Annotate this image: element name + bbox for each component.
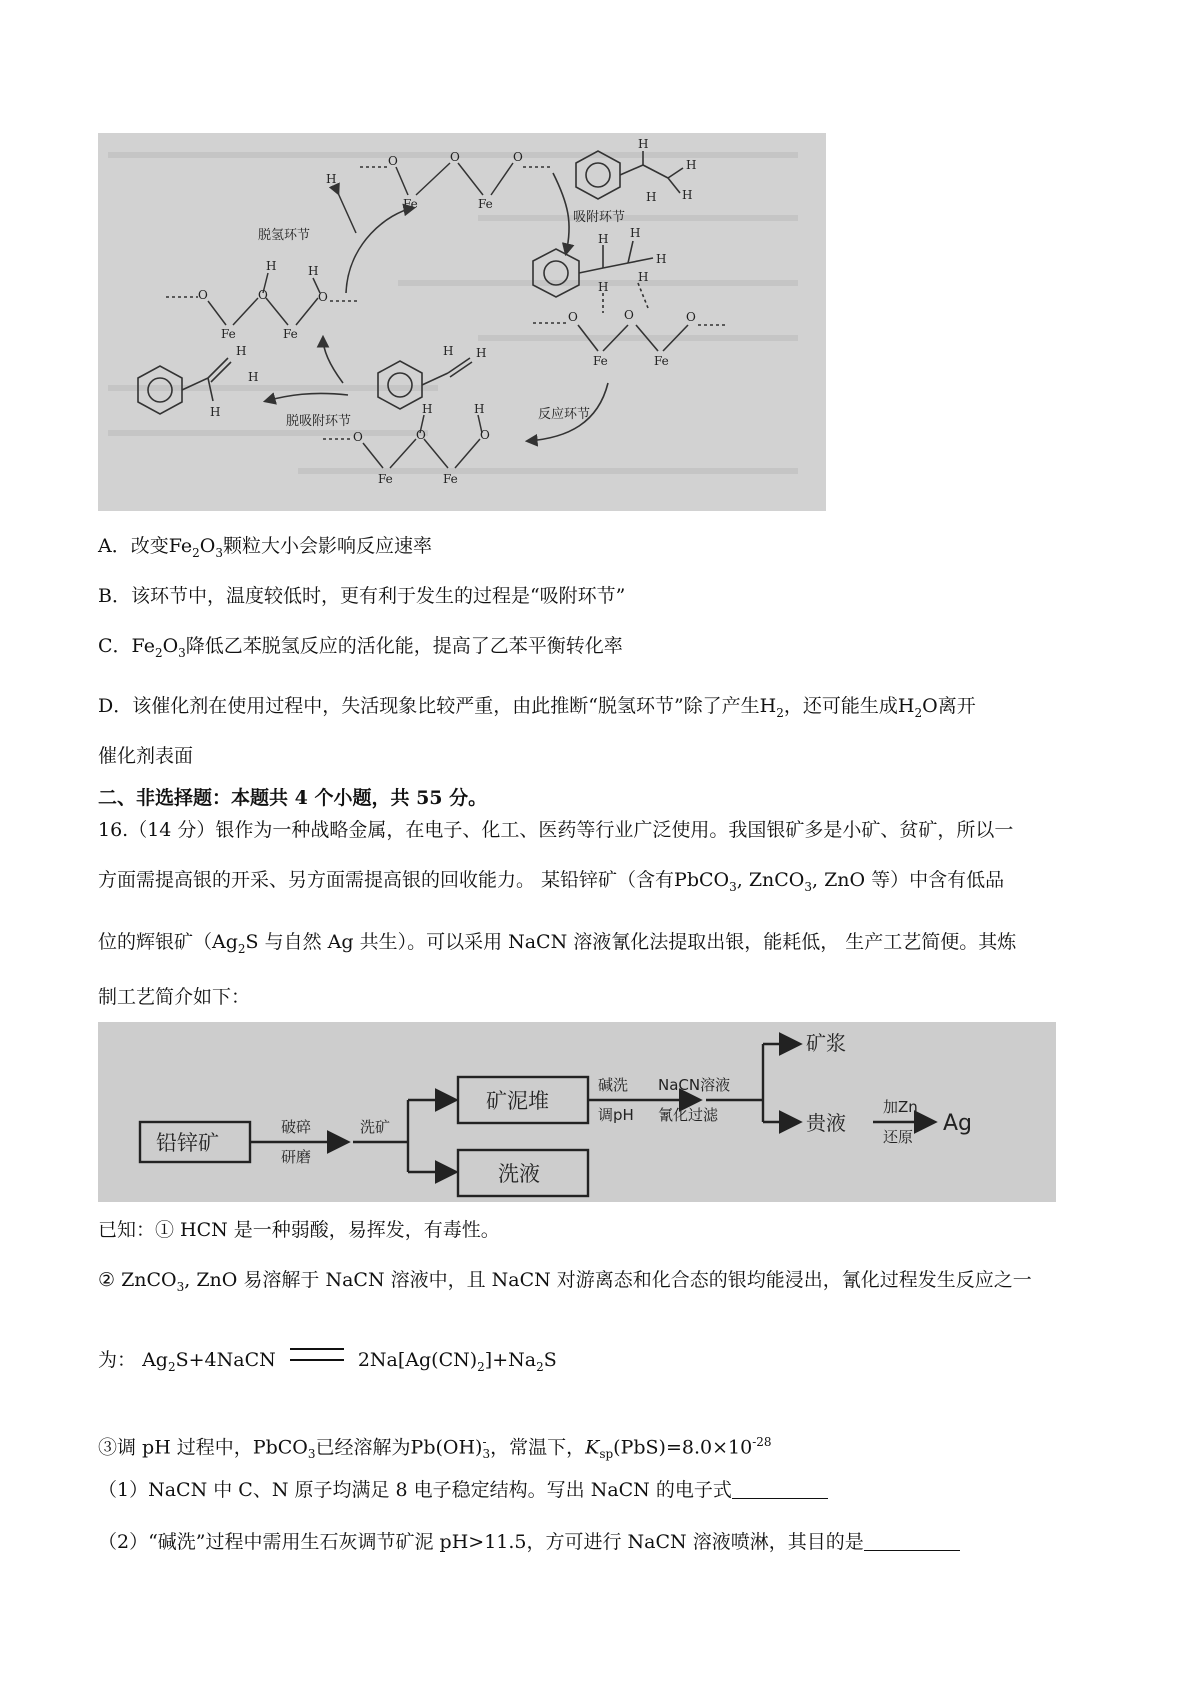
reaction-equation: 为： $Ag_2S+4NaCN$ $2Na[Ag(CN)_2]+Na_2S$ <box>98 1349 557 1374</box>
o-atom: O <box>686 310 696 324</box>
known-1: 已知：① HCN 是一种弱酸，易挥发，有毒性。 <box>98 1219 500 1241</box>
fe-atom: Fe <box>283 327 298 341</box>
o-atom: O <box>513 150 523 164</box>
o-atom: O <box>480 428 490 442</box>
o-atom: O <box>450 150 460 164</box>
fe-atom: Fe <box>654 354 669 368</box>
slurry-label: 矿浆 <box>806 1031 846 1055</box>
q16-line3: 位的辉银矿（$Ag_2S$ 与自然 Ag 共生）。可以采用 NaCN 溶液氰化法提取出银，能耗低， 生产工艺简便。其炼 <box>98 931 1017 956</box>
o-atom: O <box>318 290 328 304</box>
known-2: ② ZnCO$_3$, ZnO 易溶解于 NaCN 溶液中，且 NaCN 对游离态和化合态的银均能浸出，氰化过程发生反应之一 <box>98 1269 1032 1294</box>
equals-sign <box>290 1348 344 1361</box>
fe-atom: Fe <box>403 197 418 211</box>
h-atom: H <box>638 137 649 151</box>
h-atom: H <box>682 188 693 202</box>
h-atom: H <box>248 370 259 384</box>
h-atom: H <box>656 252 667 266</box>
fe-atom: Fe <box>593 354 608 368</box>
answer-blank-2[interactable] <box>864 1532 960 1551</box>
h-atom: H <box>638 270 649 284</box>
h-atom: H <box>266 259 277 273</box>
h-atom: H <box>598 232 609 246</box>
wash-ore-label: 洗矿 <box>360 1118 391 1136</box>
h2-product: H <box>326 172 337 186</box>
cyanide-filter-label: 氰化过滤 <box>658 1106 719 1124</box>
answer-blank-1[interactable] <box>732 1480 828 1499</box>
nacn-label: NaCN溶液 <box>658 1076 731 1094</box>
h-atom: H <box>210 405 221 419</box>
o-atom: O <box>416 428 426 442</box>
ethylbenzene-top <box>576 151 683 199</box>
fe-atom: Fe <box>221 327 236 341</box>
o-atom: O <box>258 288 268 302</box>
label-desorption: 脱吸附环节 <box>286 414 352 429</box>
fe-atom: Fe <box>443 472 458 486</box>
o-atom: O <box>568 310 578 324</box>
process-flow-figure <box>98 1022 1056 1202</box>
catalysis-mechanism-figure <box>98 133 826 511</box>
q16-line2: 方面需提高银的开采、另方面需提高银的回收能力。 某铅锌矿（含有PbCO$_3$, ZnCO$_3$, ZnO 等）中含有低品 <box>98 869 1005 894</box>
alkali-wash-label: 碱洗 <box>598 1076 629 1094</box>
known-3: ③调 pH 过程中，PbCO$_3$已经溶解为Pb(OH) - 3 ，常温下，$K_{sp}(PbS)=8.0\times 10^{-28}$ <box>98 1435 772 1462</box>
sludge-label: 矿泥堆 <box>486 1089 549 1113</box>
fe-atom: Fe <box>478 197 493 211</box>
o-atom: O <box>353 430 363 444</box>
reduce-label: 还原 <box>883 1128 914 1146</box>
o-atom: O <box>198 288 208 302</box>
option-b: B．该环节中，温度较低时，更有利于发生的过程是“吸附环节” <box>98 585 626 607</box>
grind-label: 研磨 <box>281 1148 312 1166</box>
option-a: A．改变$Fe_2O_3$颗粒大小会影响反应速率 <box>98 535 432 560</box>
h-atom: H <box>236 344 247 358</box>
h-atom: H <box>474 402 485 416</box>
add-zn-label: 加Zn <box>883 1098 918 1116</box>
label-reaction: 反应环节 <box>538 407 591 422</box>
q16-line1: 16.（14 分）银作为一种战略金属，在电子、化工、医药等行业广泛使用。我国银矿多是小矿、贫矿，所以一 <box>98 819 1014 841</box>
fe-atom: Fe <box>378 472 393 486</box>
h-atom: H <box>443 344 454 358</box>
h-atom: H <box>686 158 697 172</box>
o-atom: O <box>624 308 634 322</box>
q16-line4: 制工艺简介如下： <box>98 986 251 1008</box>
silver-label: Ag <box>943 1111 973 1136</box>
wash-liquid-label: 洗液 <box>498 1162 540 1186</box>
h-atom: H <box>630 226 641 240</box>
h-atom: H <box>476 346 487 360</box>
h-atom: H <box>308 264 319 278</box>
crush-label: 破碎 <box>281 1118 312 1136</box>
h-atom: H <box>646 190 657 204</box>
o-atom: O <box>388 154 398 168</box>
label-adsorption: 吸附环节 <box>573 210 626 225</box>
option-d-continued: 催化剂表面 <box>98 745 194 767</box>
ethylbenzene-adsorbed <box>533 241 728 351</box>
h-atom: H <box>598 280 609 294</box>
section-title: 二、非选择题：本题共 4 个小题，共 55 分。 <box>98 787 488 809</box>
pregnant-solution-label: 贵液 <box>806 1111 846 1135</box>
option-d: D．该催化剂在使用过程中，失活现象比较严重，由此推断“脱氢环节”除了产生$H_2$，还可能生成$H_2O$离开 <box>98 695 976 720</box>
h-atom: H <box>422 402 433 416</box>
label-dehydrogenation: 脱氢环节 <box>258 228 311 243</box>
question-1: （1）NaCN 中 C、N 原子均满足 8 电子稳定结构。写出 NaCN 的电子式 <box>98 1478 828 1502</box>
ore-label: 铅锌矿 <box>156 1131 219 1155</box>
question-2: （2）“碱洗”过程中需用生石灰调节矿泥 pH>11.5，方可进行 NaCN 溶液喷淋，其目的是 <box>98 1530 960 1554</box>
option-c: C．$Fe_2O_3$降低乙苯脱氢反应的活化能，提高了乙苯平衡转化率 <box>98 635 623 660</box>
adjust-ph-label: 调pH <box>598 1106 634 1124</box>
